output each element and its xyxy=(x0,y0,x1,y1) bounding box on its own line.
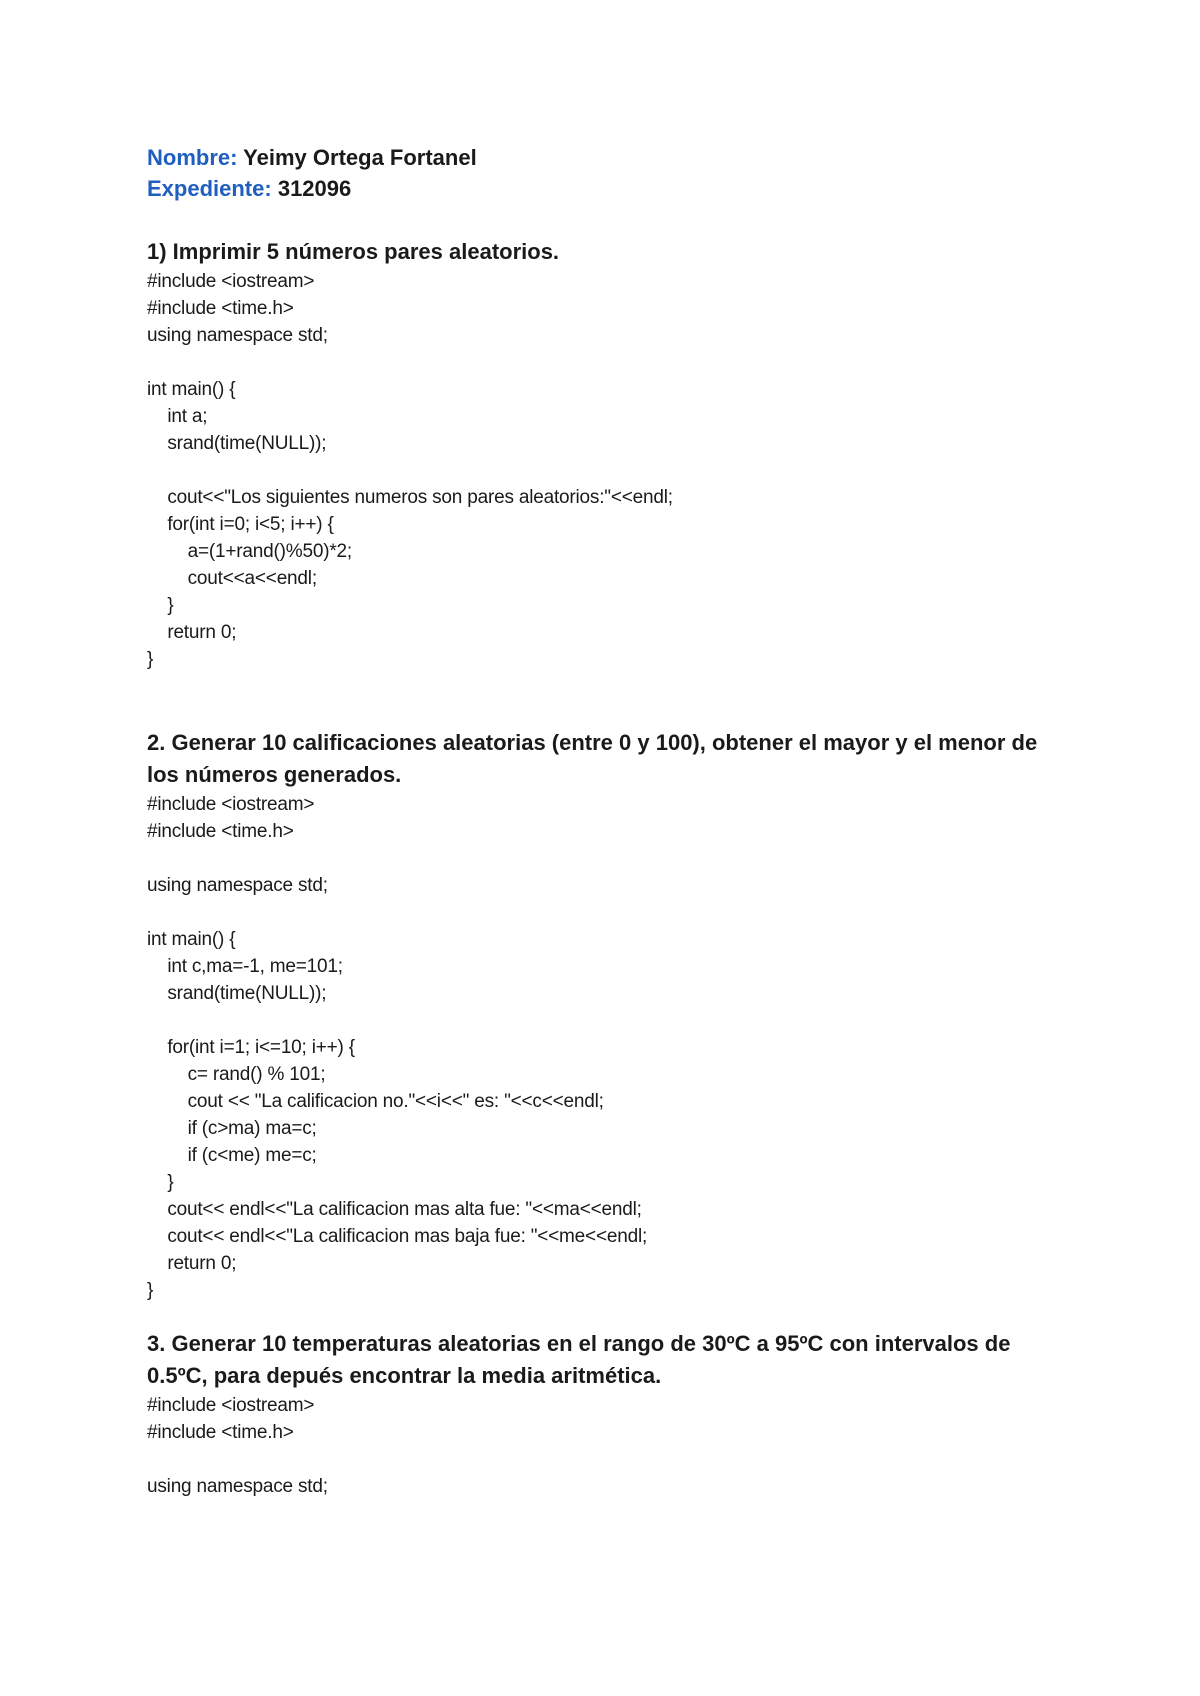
code-line: cout<< endl<<"La calificacion mas alta fue: "<<ma<<endl; xyxy=(147,1199,642,1220)
code-line xyxy=(147,1446,1067,1473)
code-line xyxy=(147,349,1067,376)
code-line: #include <iostream> xyxy=(147,271,315,292)
code-line: #include <time.h> xyxy=(147,1422,294,1443)
section-3-title: 3. Generar 10 temperaturas aleatorias en el rango de 30ºC a 95ºC con intervalos de 0.5ºC, para depués encontrar la media aritmética. xyxy=(147,1331,1011,1388)
code-line: using namespace std; xyxy=(147,325,328,346)
section-3-code xyxy=(147,1392,1067,1500)
code-line: for(int i=1; i<=10; i++) { xyxy=(147,1037,355,1058)
code-line: } xyxy=(147,649,154,670)
code-line: cout << "La calificacion no."<<i<<" es: "<<c<<endl; xyxy=(147,1091,604,1112)
code-line: using namespace std; xyxy=(147,1476,328,1497)
code-line: } xyxy=(147,595,174,616)
name-value: Yeimy Ortega Fortanel xyxy=(243,145,477,170)
code-line: for(int i=0; i<5; i++) { xyxy=(147,514,334,535)
code-line: cout<<a<<endl; xyxy=(147,568,317,589)
code-line: cout<< endl<<"La calificacion mas baja fue: "<<me<<endl; xyxy=(147,1226,648,1247)
id-label: Expediente: xyxy=(147,176,272,201)
code-line: } xyxy=(147,1172,174,1193)
code-line xyxy=(147,899,1067,926)
code-line: int a; xyxy=(147,406,208,427)
student-name-line xyxy=(147,142,1067,173)
code-line: } xyxy=(147,1280,154,1301)
document-page xyxy=(147,142,1067,1500)
code-line: using namespace std; xyxy=(147,875,328,896)
student-id-line xyxy=(147,173,1067,204)
code-line: int c,ma=-1, me=101; xyxy=(147,956,343,977)
code-line: return 0; xyxy=(147,622,237,643)
id-value: 312096 xyxy=(277,176,352,201)
code-line: return 0; xyxy=(147,1253,237,1274)
section-2-title: 2. Generar 10 calificaciones aleatorias (entre 0 y 100), obtener el mayor y el menor de los números generados. xyxy=(147,730,1038,787)
code-line: srand(time(NULL)); xyxy=(147,433,327,454)
code-line: if (c<me) me=c; xyxy=(147,1145,317,1166)
code-line: if (c>ma) ma=c; xyxy=(147,1118,317,1139)
code-line: #include <iostream> xyxy=(147,1395,315,1416)
code-line: srand(time(NULL)); xyxy=(147,983,327,1004)
code-line xyxy=(147,457,1067,484)
code-line: int main() { xyxy=(147,929,236,950)
code-line: cout<<"Los siguientes numeros son pares aleatorios:"<<endl; xyxy=(147,487,673,508)
code-line xyxy=(147,1007,1067,1034)
code-line: #include <time.h> xyxy=(147,298,294,319)
code-line: #include <iostream> xyxy=(147,794,315,815)
name-label: Nombre: xyxy=(147,145,238,170)
section-1-title: 1) Imprimir 5 números pares aleatorios. xyxy=(147,239,560,264)
section-2-code xyxy=(147,791,1067,1304)
code-line: a=(1+rand()%50)*2; xyxy=(147,541,352,562)
code-line xyxy=(147,845,1067,872)
code-line: c= rand() % 101; xyxy=(147,1064,326,1085)
section-1-code xyxy=(147,268,1067,673)
code-line: #include <time.h> xyxy=(147,821,294,842)
code-line: int main() { xyxy=(147,379,236,400)
